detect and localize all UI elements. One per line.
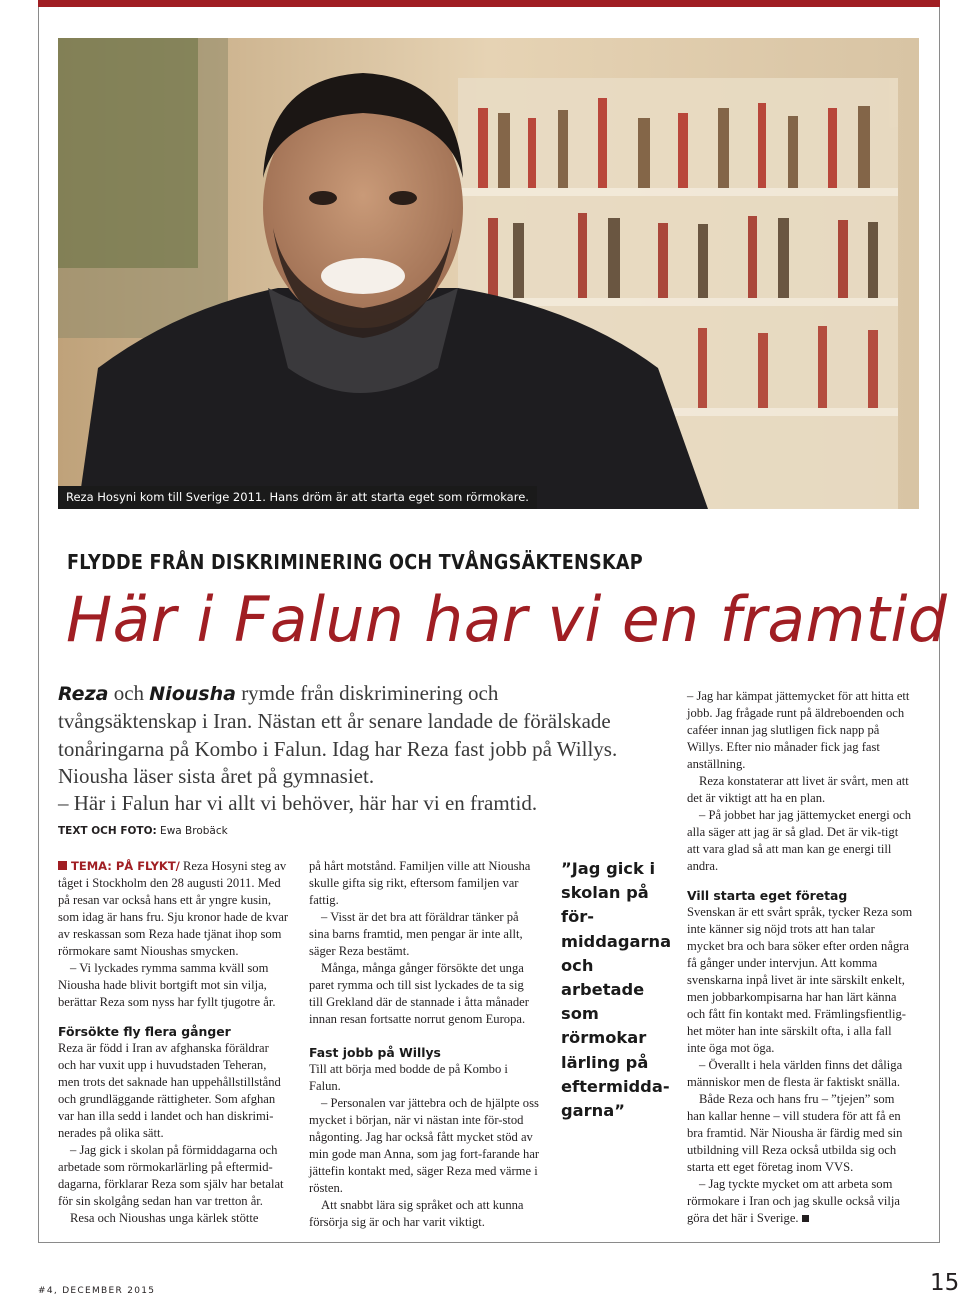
paragraph: Både Reza och hans fru – ”tjejen” som han kallar henne – vill studera för att få en bra framtid. När Niousha är färdig med sin utbildning vill Reza också utbilda sig och starta ett eget företag inom VVS. — [687, 1092, 903, 1174]
photo-caption: Reza Hosyni kom till Sverige 2011. Hans dröm är att starta eget som rörmokare. — [58, 486, 537, 509]
tema-text: Reza Hosyni steg av tåget i Stockholm den 28 augusti 2011. Med på resan var också hans ett år yngre kusin, som idag är hans fru. Sju kronor hade de kvar av reskassan som Reza hade tjänat ihop som rörmokare samt Nioushas smycken. — [58, 859, 289, 958]
paragraph-text: – Jag tyckte mycket om att arbeta som rörmokare i Iran och jag skulle också vilja göra det här i Sverige. — [687, 1177, 900, 1225]
subheading: Vill starta eget företag — [687, 888, 848, 903]
paragraph: Reza är född i Iran av afghanska föräldrar och har vuxit upp i huvudstaden Teheran, men trots det saknade han uppehållstillstånd och grundläggande rättigheter. Som afghan var han illa sedd i landet och han diskrimi-nerades på olika sätt. — [58, 1041, 281, 1140]
body-column-1 — [58, 858, 289, 1227]
paragraph: – Överallt i hela världen finns det dåliga människor men de flesta är faktiskt snälla. — [687, 1058, 903, 1089]
ingress-name-reza: Reza — [58, 683, 109, 705]
paragraph: – På jobbet har jag jättemycket energi och alla säger att jag är så glad. Det är vik-tigt att vara glad så att man kan ge energi till andra. — [687, 808, 912, 873]
article-ingress — [58, 680, 638, 817]
paragraph: på hårt motstånd. Familjen ville att Niousha skulle gifta sig rikt, eftersom familjen var fattig. — [309, 859, 531, 907]
issue-label: #4, DECEMBER 2015 — [38, 1286, 156, 1296]
body-column-2 — [309, 858, 540, 1231]
article-photo — [58, 38, 919, 509]
byline-author: Ewa Brobäck — [156, 825, 228, 837]
paragraph: Att snabbt lära sig språket och att kunna försörja sig är och har varit viktigt. — [309, 1198, 524, 1229]
paragraph: – Visst är det bra att föräldrar tänker på sina barns framtid, men pengar är inte allt, säger Reza bestämt. — [309, 910, 523, 958]
ingress-name-niousha: Niousha — [149, 683, 236, 705]
paragraph: – Vi lyckades rymma samma kväll som Niousha hade blivit bortgift mot sin vilja, berättar Reza som nyss har fyllt tjugotre år. — [58, 961, 276, 1009]
top-accent-bar — [38, 0, 940, 7]
paragraph: Reza konstaterar att livet är svårt, men att det är viktigt att ha en plan. — [687, 774, 909, 805]
paragraph: Många, många gånger försökte det unga paret rymma och till sist lyckades de ta sig till Grekland där de stannade i åtta månader innan resan fortsatte norrut genom Europa. — [309, 961, 529, 1026]
paragraph: – Jag har kämpat jättemycket för att hitta ett jobb. Jag frågade runt på äldreboenden och caféer innan jag slutligen fick napp på Willys. Efter nio månader fick jag fast anställning. — [687, 689, 910, 771]
byline — [58, 825, 228, 837]
subheading: Fast jobb på Willys — [309, 1045, 441, 1060]
pull-quote: ”Jag gick i skolan på för-middagarna och arbetade som rörmokar lärling på eftermidda-garna” — [561, 859, 672, 1121]
photo-illustration — [58, 38, 919, 509]
article-kicker: FLYDDE FRÅN DISKRIMINERING OCH TVÅNGSÄKTENSKAP — [67, 550, 643, 574]
paragraph: Resa och Nioushas unga kärlek stötte — [70, 1211, 259, 1225]
paragraph: – Jag gick i skolan på förmiddagarna och arbetade som rörmokarlärling på eftermid-dagarna, förklarar Reza som själv har betalat för sin skolgång sedan han var tretton år. — [58, 1143, 284, 1208]
paragraph: Till att börja med bodde de på Kombo i Falun. — [309, 1062, 508, 1093]
tema-label: TEMA: PÅ FLYKT/ — [71, 859, 180, 873]
ingress-text: rymde från diskriminering och tvångsäktenskap i Iran. Nästan ett år senare landade de förälskade tonåringarna på Kombo i Falun. Idag har Reza fast jobb på Willys. Niousha läser sista året på gymnasiet. — [58, 681, 618, 788]
ingress-and: och — [108, 681, 150, 705]
tema-paragraph — [58, 858, 289, 960]
subheading: Försökte fly flera gånger — [58, 1024, 231, 1039]
paragraph: – Personalen var jättebra och de hjälpte oss mycket i början, när vi nästan inte för-stod någonting. Jag har också fått mycket stöd av min gode man Anna, som jag fort-farande har jättefin kontakt med, säger Reza med värme i rösten. — [309, 1096, 540, 1195]
page-number: 15 — [930, 1270, 960, 1296]
ingress-quote: – Här i Falun har vi allt vi behöver, här har vi en framtid. — [58, 791, 538, 816]
paragraph: Svenskan är ett svårt språk, tycker Reza som inte känner sig nöjd trots att han talar mycket bra och bara söker efter orden några få gånger under intervjun. Att komma svenskarna inpå livet är inte särskilt enkelt, men jobbarkompisarna har han lärt känna och fått fin kontakt med. Främlingsfientlig-het möter han inte särskilt ofta, i alla fall inte öga mot öga. — [687, 905, 913, 1055]
byline-label: TEXT OCH FOTO: — [58, 825, 157, 837]
last-paragraph — [687, 1176, 913, 1227]
body-column-4 — [687, 688, 913, 1227]
tema-square-icon — [58, 861, 67, 870]
end-mark-icon — [802, 1215, 809, 1222]
article-headline: Här i Falun har vi en framtid — [66, 583, 948, 656]
